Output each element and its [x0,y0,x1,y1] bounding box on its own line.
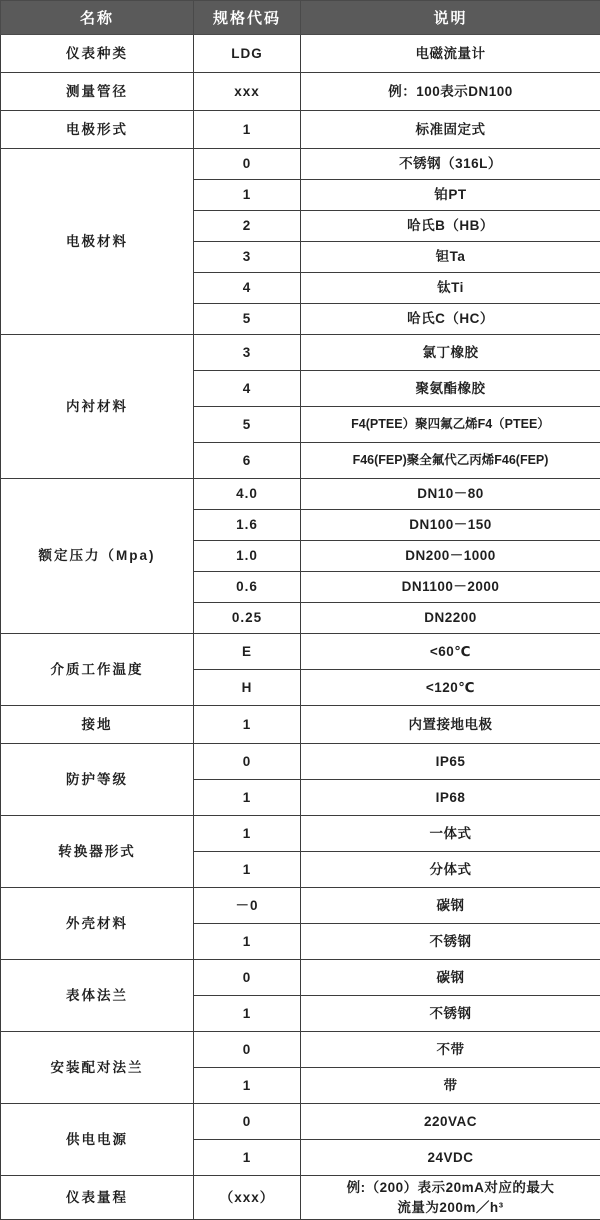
row-code-cell: 3 [194,335,301,371]
row-name-cell: 电极形式 [1,111,194,149]
row-description-cell: DN2200 [301,603,600,634]
table-row [1,479,600,510]
row-code-cell: 5 [194,304,301,335]
row-description-cell: 哈氏B（HB） [301,211,600,242]
row-name-cell: 供电电源 [1,1104,194,1176]
row-name-cell: 表体法兰 [1,960,194,1032]
row-description-cell: DN200－1000 [301,541,600,572]
table-row [1,706,600,744]
row-code-cell: 1 [194,706,301,744]
row-code-cell: 6 [194,443,301,479]
row-code-cell: 0.6 [194,572,301,603]
table-row [1,888,600,924]
table-row [1,816,600,852]
row-name-cell: 防护等级 [1,744,194,816]
row-description-cell [301,1176,600,1220]
row-description-cell: 聚氨酯橡胶 [301,371,600,407]
row-description-cell: F46(FEP)聚全氟代乙丙烯F46(FEP) [301,443,600,479]
row-description-cell: 24VDC [301,1140,600,1176]
row-code-cell: H [194,670,301,706]
row-code-cell: E [194,634,301,670]
row-code-cell: 1 [194,852,301,888]
row-name-cell: 仪表种类 [1,35,194,73]
row-code-cell: 0 [194,744,301,780]
row-name-cell: 电极材料 [1,149,194,335]
row-description-cell: 不带 [301,1032,600,1068]
row-description-cell: <60℃ [301,634,600,670]
row-code-cell: LDG [194,35,301,73]
table-row [1,1104,600,1140]
row-description-cell: DN1100－2000 [301,572,600,603]
row-code-cell: 0 [194,1104,301,1140]
row-code-cell: 1 [194,1140,301,1176]
table-row [1,73,600,111]
row-code-cell: 1 [194,111,301,149]
header-code: 规格代码 [194,1,301,35]
row-code-cell: 4 [194,371,301,407]
row-description-cell: 220VAC [301,1104,600,1140]
row-description-cell: 钛Ti [301,273,600,304]
header-description: 说明 [301,1,600,35]
row-name-cell: 转换器形式 [1,816,194,888]
row-description-cell: DN10－80 [301,479,600,510]
row-name-cell: 内衬材料 [1,335,194,479]
row-code-cell: 1.0 [194,541,301,572]
header-name: 名称 [1,1,194,35]
row-description-cell: <120℃ [301,670,600,706]
row-description-cell: 例：100表示DN100 [301,73,600,111]
row-code-cell: 0 [194,149,301,180]
row-description-cell: 哈氏C（HC） [301,304,600,335]
row-description-cell: F4(PTEE）聚四氟乙烯F4（PTEE） [301,407,600,443]
row-code-cell: 1 [194,780,301,816]
table-row [1,149,600,180]
row-code-cell: 1 [194,924,301,960]
row-description-cell: 不锈钢（316L） [301,149,600,180]
row-name-cell: 外壳材料 [1,888,194,960]
row-description-cell: 标准固定式 [301,111,600,149]
row-name-cell: 接地 [1,706,194,744]
row-code-cell: 3 [194,242,301,273]
row-description-cell: 带 [301,1068,600,1104]
row-description-cell: 铂PT [301,180,600,211]
table-row [1,1032,600,1068]
row-description-cell: IP65 [301,744,600,780]
row-description-cell: DN100－150 [301,510,600,541]
row-code-cell: 4.0 [194,479,301,510]
row-code-cell: －0 [194,888,301,924]
row-code-cell: 1 [194,996,301,1032]
row-description-cell: IP68 [301,780,600,816]
table-row [1,744,600,780]
table-row [1,335,600,371]
row-code-cell: 0 [194,960,301,996]
row-code-cell: 2 [194,211,301,242]
table-header [1,1,600,35]
table-row [1,960,600,996]
row-description-cell: 碳钢 [301,888,600,924]
row-code-cell: 1 [194,816,301,852]
row-description-cell: 碳钢 [301,960,600,996]
row-name-cell: 额定压力（Mpa) [1,479,194,634]
table-row [1,1176,600,1220]
row-description-cell: 一体式 [301,816,600,852]
row-name-cell: 介质工作温度 [1,634,194,706]
description-line: 例:（200）表示20mA对应的最大 [304,1178,597,1198]
row-description-cell: 钽Ta [301,242,600,273]
row-code-cell: 4 [194,273,301,304]
table-row [1,111,600,149]
row-code-cell: 1.6 [194,510,301,541]
row-name-cell: 安装配对法兰 [1,1032,194,1104]
row-code-cell: xxx [194,73,301,111]
row-code-cell: 5 [194,407,301,443]
row-description-cell: 不锈钢 [301,996,600,1032]
row-code-cell: 0 [194,1032,301,1068]
row-code-cell: 1 [194,1068,301,1104]
row-name-cell: 测量管径 [1,73,194,111]
row-code-cell: （xxx） [194,1176,301,1220]
row-description-cell: 电磁流量计 [301,35,600,73]
row-description-cell: 内置接地电极 [301,706,600,744]
table-row [1,634,600,670]
header-row [1,1,600,35]
row-name-cell: 仪表量程 [1,1176,194,1220]
row-code-cell: 1 [194,180,301,211]
table-row [1,35,600,73]
description-line: 流量为200m／h³ [304,1198,597,1218]
row-description-cell: 不锈钢 [301,924,600,960]
table-body [1,35,600,1220]
row-description-cell: 氯丁橡胶 [301,335,600,371]
row-code-cell: 0.25 [194,603,301,634]
row-description-cell: 分体式 [301,852,600,888]
